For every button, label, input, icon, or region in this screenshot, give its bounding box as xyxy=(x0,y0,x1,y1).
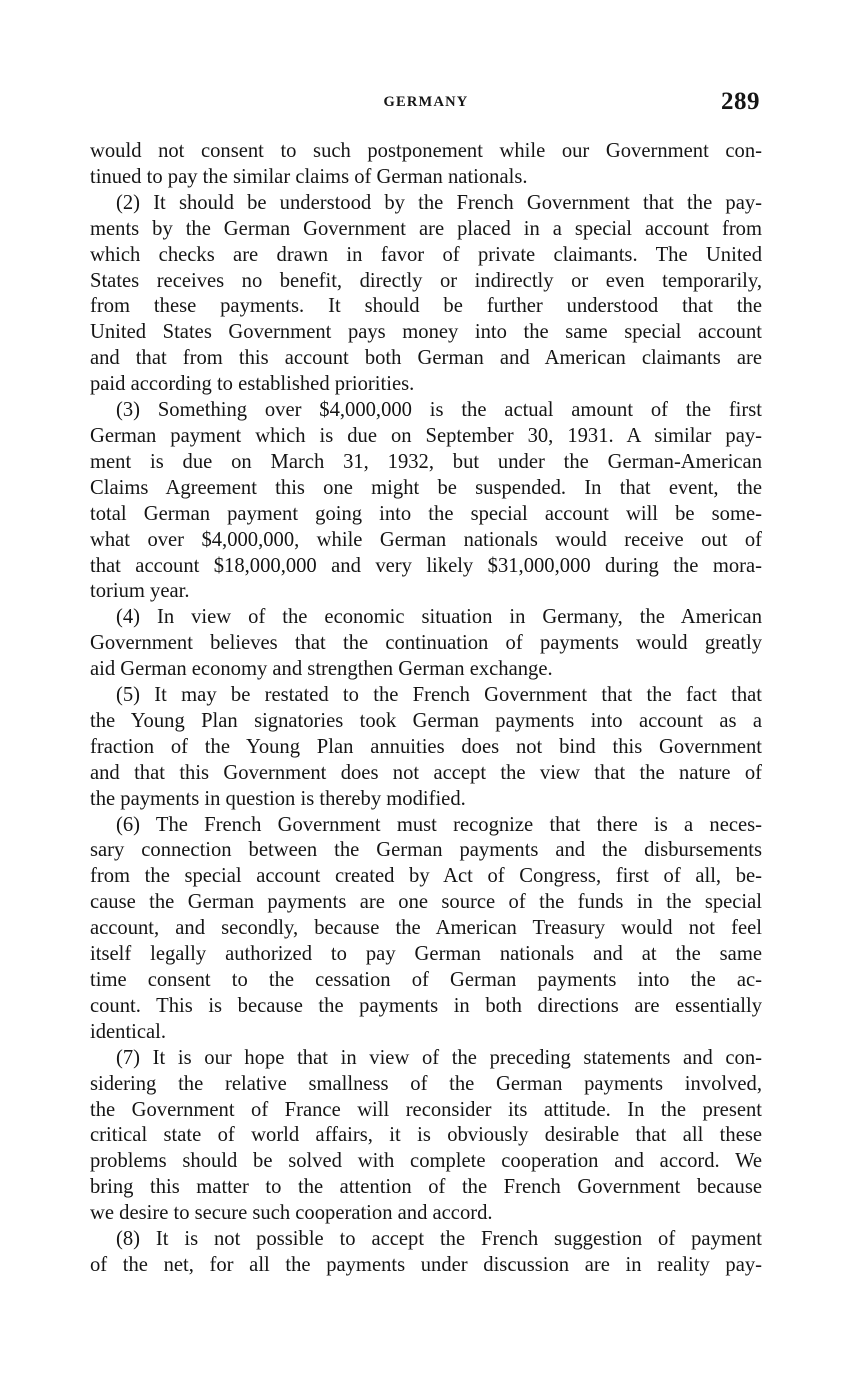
text-line: tinued to pay the similar claims of German nationals. xyxy=(90,165,528,188)
text-line: Claims Agreement this one might be suspended. In that event, the xyxy=(90,476,762,499)
text-line: itself legally authorized to pay German nationals and at the same xyxy=(90,943,762,966)
text-line: the payments in question is thereby modified. xyxy=(90,787,466,810)
paragraph-7 xyxy=(90,1046,762,1227)
text-line: Government believes that the continuation of payments would greatly xyxy=(90,632,762,655)
text-line: account, and secondly, because the American Treasury would not feel xyxy=(90,917,762,940)
paragraph-3 xyxy=(90,398,762,605)
text-line: and that this Government does not accept the view that the nature of xyxy=(90,761,762,784)
paragraph-continuation xyxy=(90,139,762,191)
text-line: the Young Plan signatories took German payments into account as a xyxy=(90,709,762,732)
text-line: (2) It should be understood by the French Government that the pay- xyxy=(116,191,762,214)
text-line: (6) The French Government must recognize that there is a neces- xyxy=(116,813,762,836)
text-line: critical state of world affairs, it is obviously desirable that all these xyxy=(90,1124,762,1147)
paragraph-2 xyxy=(90,191,762,398)
text-line: cause the German payments are one source of the funds in the special xyxy=(90,891,762,914)
text-line: and that from this account both German and American claimants are xyxy=(90,347,762,370)
text-line: United States Government pays money into the same special account xyxy=(90,321,762,344)
text-line: (3) Something over $4,000,000 is the actual amount of the first xyxy=(116,399,762,422)
text-line: fraction of the Young Plan annuities does not bind this Government xyxy=(90,735,762,758)
text-line: the Government of France will reconsider its attitude. In the present xyxy=(90,1098,762,1121)
text-line: aid German economy and strengthen German exchange. xyxy=(90,658,553,681)
text-line: German payment which is due on September 30, 1931. A similar pay- xyxy=(90,424,762,447)
text-line: we desire to secure such cooperation and accord. xyxy=(90,1202,493,1225)
text-line: that account $18,000,000 and very likely $31,000,000 during the mora- xyxy=(90,554,762,577)
text-line: States receives no benefit, directly or indirectly or even temporarily, xyxy=(90,269,762,292)
text-line: ment is due on March 31, 1932, but under the German-American xyxy=(90,450,762,473)
text-line: torium year. xyxy=(90,580,190,603)
paragraph-4 xyxy=(90,605,762,683)
text-line: (5) It may be restated to the French Government that the fact that xyxy=(116,684,762,707)
text-line: count. This is because the payments in both directions are essentially xyxy=(90,994,762,1017)
paragraph-8 xyxy=(90,1227,762,1279)
text-line: (4) In view of the economic situation in Germany, the American xyxy=(116,606,762,629)
text-line: total German payment going into the special account will be some- xyxy=(90,502,762,525)
text-line: paid according to established priorities. xyxy=(90,373,415,396)
text-line: from the special account created by Act of Congress, first of all, be- xyxy=(90,865,762,888)
paragraph-5 xyxy=(90,683,762,813)
text-line: (8) It is not possible to accept the French suggestion of payment xyxy=(116,1228,762,1251)
page-number: 289 xyxy=(721,88,760,115)
text-line: from these payments. It should be further understood that the xyxy=(90,295,762,318)
text-line: ments by the German Government are placed in a special account from xyxy=(90,217,762,240)
text-line: what over $4,000,000, while German nationals would receive out of xyxy=(90,528,762,551)
page-header xyxy=(90,88,762,122)
text-line: sidering the relative smallness of the German payments involved, xyxy=(90,1072,762,1095)
text-line: identical. xyxy=(90,1020,167,1043)
text-line: problems should be solved with complete cooperation and accord. We xyxy=(90,1150,762,1173)
text-line: bring this matter to the attention of the French Government because xyxy=(90,1176,762,1199)
text-line: which checks are drawn in favor of private claimants. The United xyxy=(90,243,762,266)
body-text xyxy=(90,139,762,1279)
text-line: sary connection between the German payments and the disbursements xyxy=(90,839,762,862)
text-line: would not consent to such postponement while our Government con- xyxy=(90,140,762,162)
text-line: (7) It is our hope that in view of the preceding statements and con- xyxy=(116,1046,762,1069)
running-head: GERMANY xyxy=(383,94,469,110)
text-line: time consent to the cessation of German payments into the ac- xyxy=(90,969,762,991)
text-line: of the net, for all the payments under discussion are in reality pay- xyxy=(90,1253,762,1276)
paragraph-6 xyxy=(90,813,762,1046)
